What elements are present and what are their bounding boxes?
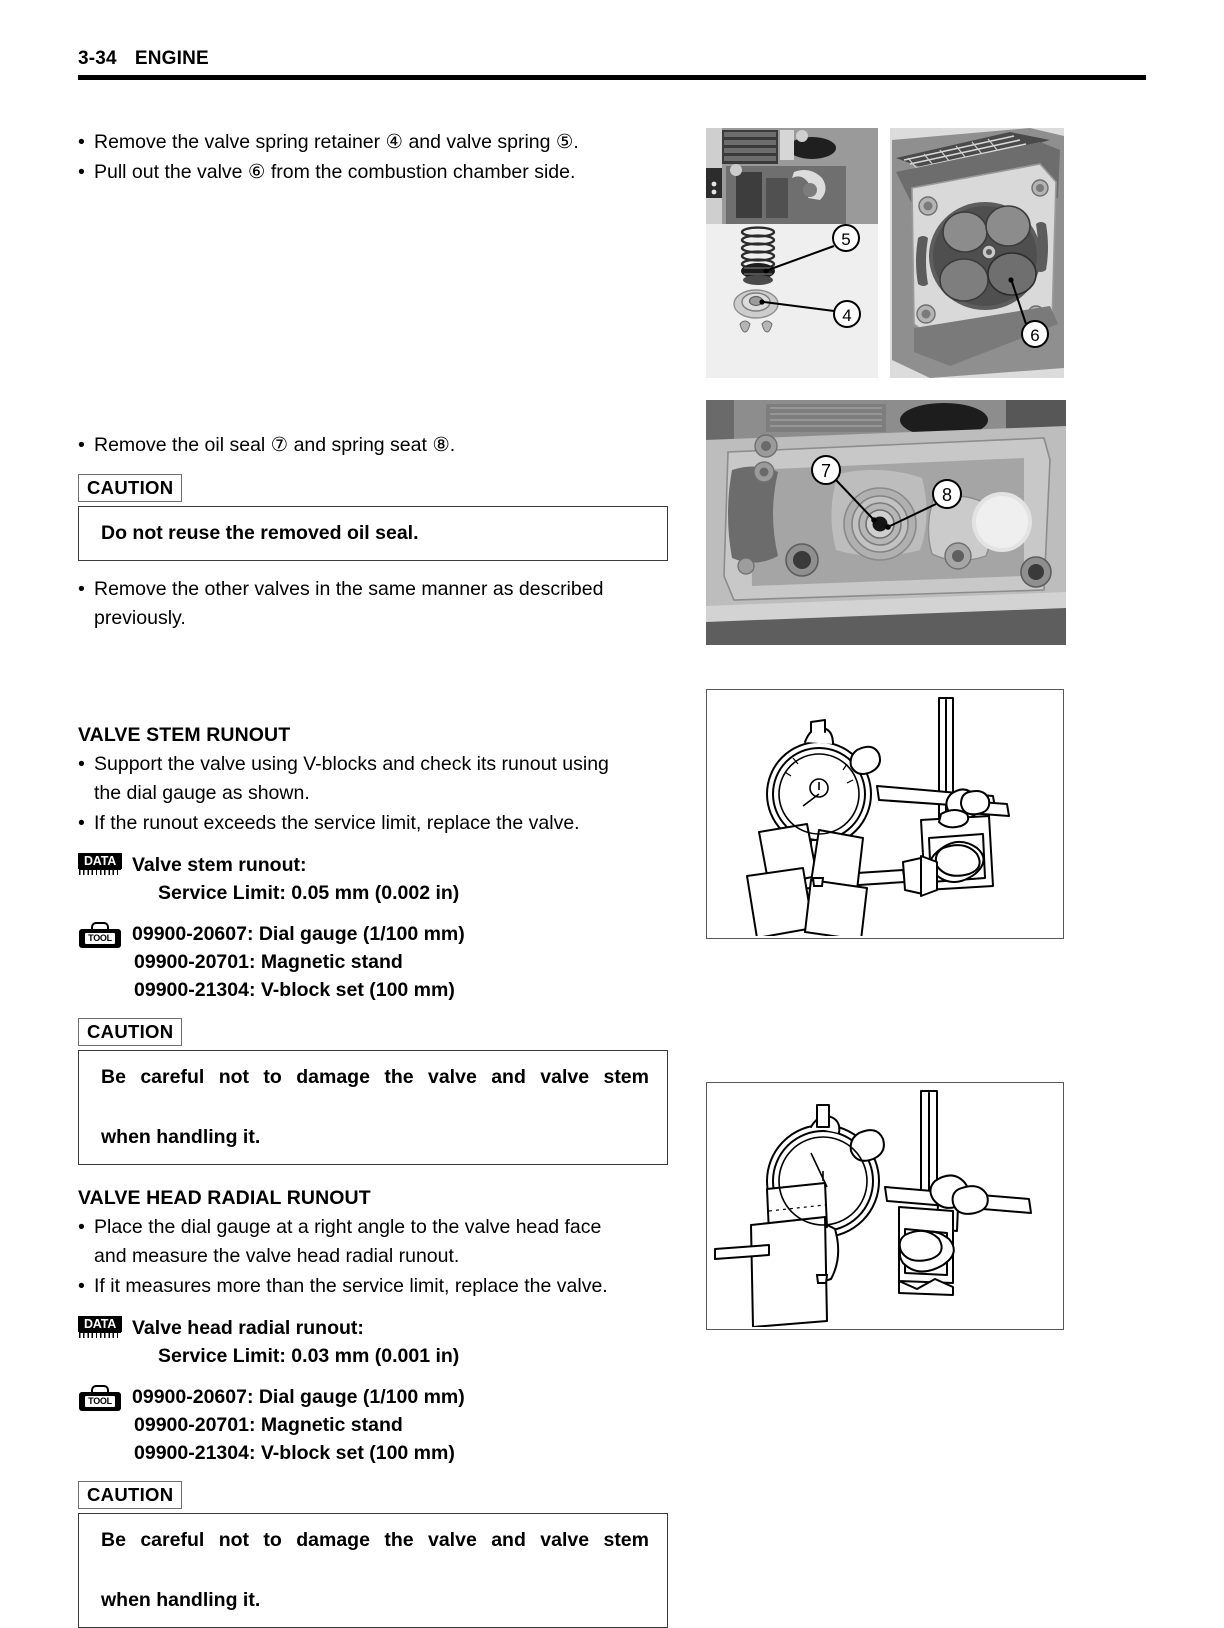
tool-icon-label: TOOL bbox=[88, 933, 112, 943]
data-icon-label: DATA bbox=[83, 854, 117, 868]
valve-spring-removal-graphic bbox=[706, 128, 878, 378]
tool-icon bbox=[78, 1383, 124, 1411]
bullet-line-2: previously. bbox=[94, 607, 186, 629]
data-spec-text bbox=[132, 851, 680, 907]
data-icon-ruler-ticks bbox=[79, 1331, 121, 1338]
data-icon bbox=[78, 1314, 124, 1338]
data-spec-title: Valve head radial runout: bbox=[132, 1317, 364, 1339]
caution-line: Be careful not to damage the valve and valve stem bbox=[101, 1529, 649, 1551]
bullet-line-2: the dial gauge as shown. bbox=[94, 782, 310, 804]
data-icon-glyph bbox=[78, 1316, 122, 1338]
caution-box bbox=[78, 506, 668, 561]
tool-item: 09900-20607: Dial gauge (1/100 mm) bbox=[132, 923, 465, 945]
bullet-line-1: Remove the other valves in the same manner as described bbox=[94, 578, 604, 600]
bullet-place-dial-gauge bbox=[78, 1213, 680, 1271]
oil-seal-spring-seat-graphic bbox=[706, 400, 1066, 645]
tool-spec-valve-head-radial-runout bbox=[78, 1383, 680, 1467]
figure-column bbox=[706, 128, 1074, 1330]
caution-box bbox=[78, 1050, 668, 1165]
callout-4: 4 bbox=[842, 306, 852, 325]
caution-line: Be careful not to damage the valve and valve stem bbox=[101, 1066, 649, 1088]
caution-line: when handling it. bbox=[101, 1126, 261, 1148]
bullet-remove-oil-seal bbox=[78, 431, 680, 460]
tool-item: 09900-21304: V-block set (100 mm) bbox=[134, 1442, 455, 1464]
tool-icon-glyph bbox=[78, 922, 122, 948]
oil-seal-spring-seat-photo bbox=[706, 400, 1066, 645]
spacer-a bbox=[78, 561, 680, 575]
bullet-line-1: Place the dial gauge at a right angle to the valve head face bbox=[94, 1216, 602, 1238]
caution-line: when handling it. bbox=[101, 1589, 261, 1611]
combustion-chamber-graphic bbox=[890, 128, 1064, 378]
valve-head-radial-runout-graphic bbox=[707, 1083, 1061, 1327]
bullet-text: Remove the valve spring retainer ④ and valve spring ⑤. bbox=[94, 131, 579, 153]
valve-stem-runout-drawing bbox=[706, 689, 1064, 939]
data-icon-label: DATA bbox=[83, 1317, 117, 1331]
page-header bbox=[78, 48, 1146, 80]
bullet-text bbox=[94, 575, 680, 633]
data-icon-ruler-ticks bbox=[79, 868, 121, 875]
bullet-measures-more-than-limit bbox=[78, 1272, 680, 1301]
header-row bbox=[78, 48, 1146, 70]
valve-stem-runout-graphic bbox=[707, 690, 1061, 936]
bullet-pull-out-valve bbox=[78, 158, 680, 187]
data-spec-title: Valve stem runout: bbox=[132, 854, 307, 876]
bullet-other-valves bbox=[78, 575, 680, 633]
bullet-remove-retainer bbox=[78, 128, 680, 157]
caution-label: CAUTION bbox=[78, 474, 182, 502]
bullet-text: Pull out the valve ⑥ from the combustion chamber side. bbox=[94, 161, 576, 183]
data-spec-value: Service Limit: 0.05 mm (0.002 in) bbox=[158, 882, 460, 904]
caution-label: CAUTION bbox=[78, 1481, 182, 1509]
bullet-line-1: Support the valve using V-blocks and check its runout using bbox=[94, 753, 609, 775]
bullet-text: If the runout exceeds the service limit, replace the valve. bbox=[94, 812, 580, 834]
tool-icon bbox=[78, 920, 124, 948]
bullet-dot: • bbox=[78, 434, 85, 456]
data-spec-valve-head-radial-runout bbox=[78, 1314, 680, 1370]
bullet-text bbox=[94, 1213, 680, 1271]
caution-block-valve-head bbox=[78, 1481, 680, 1628]
figure-spacer-2 bbox=[706, 645, 1074, 689]
bullet-runout-exceeds bbox=[78, 809, 680, 838]
text-column bbox=[78, 128, 680, 1628]
tool-spec-text bbox=[132, 1383, 680, 1467]
heading-valve-stem-runout: VALVE STEM RUNOUT bbox=[78, 724, 291, 746]
caution-box bbox=[78, 1513, 668, 1628]
tool-item: 09900-20607: Dial gauge (1/100 mm) bbox=[132, 1386, 465, 1408]
bullet-text: Remove the oil seal ⑦ and spring seat ⑧. bbox=[94, 434, 456, 456]
bullet-dot: • bbox=[78, 1275, 85, 1297]
figure-spacer-3 bbox=[706, 939, 1074, 1082]
bullet-dot: • bbox=[78, 812, 85, 834]
bullet-dot: • bbox=[78, 578, 85, 600]
valve-spring-removal-photo bbox=[706, 128, 878, 378]
bullet-support-valve bbox=[78, 750, 680, 808]
data-spec-text bbox=[132, 1314, 680, 1370]
tool-icon-glyph bbox=[78, 1385, 122, 1411]
header-divider bbox=[78, 75, 1146, 80]
spacer-top bbox=[78, 188, 680, 431]
data-spec-valve-stem-runout bbox=[78, 851, 680, 907]
data-icon bbox=[78, 851, 124, 875]
tool-spec-valve-stem-runout bbox=[78, 920, 680, 1004]
tool-spec-text bbox=[132, 920, 680, 1004]
caution-block-oil-seal bbox=[78, 474, 680, 561]
bullet-dot: • bbox=[78, 1216, 85, 1238]
data-icon-glyph bbox=[78, 853, 122, 875]
photo-pair-valve-removal bbox=[706, 128, 1074, 378]
combustion-chamber-photo bbox=[890, 128, 1064, 378]
caution-label: CAUTION bbox=[78, 1018, 182, 1046]
callout-5: 5 bbox=[841, 230, 851, 249]
callout-6: 6 bbox=[1030, 326, 1040, 345]
bullet-line-2: and measure the valve head radial runout. bbox=[94, 1245, 460, 1267]
bullet-text bbox=[94, 750, 680, 808]
tool-icon-label: TOOL bbox=[88, 1396, 112, 1406]
caution-line: Do not reuse the removed oil seal. bbox=[101, 522, 419, 544]
heading-valve-head-radial-runout: VALVE HEAD RADIAL RUNOUT bbox=[78, 1187, 371, 1209]
spacer-c bbox=[78, 1165, 680, 1185]
section-title: ENGINE bbox=[134, 48, 209, 69]
spacer-b bbox=[78, 634, 680, 722]
bullet-dot: • bbox=[78, 161, 85, 183]
caution-block-valve-stem bbox=[78, 1018, 680, 1165]
data-spec-value: Service Limit: 0.03 mm (0.001 in) bbox=[158, 1345, 460, 1367]
page-number: 3-34 bbox=[78, 48, 117, 69]
valve-head-radial-runout-drawing bbox=[706, 1082, 1064, 1330]
bullet-dot: • bbox=[78, 753, 85, 775]
bullet-text: If it measures more than the service limit, replace the valve. bbox=[94, 1275, 608, 1297]
figure-spacer-1 bbox=[706, 378, 1074, 400]
tool-item: 09900-20701: Magnetic stand bbox=[134, 1414, 403, 1436]
callout-8: 8 bbox=[941, 485, 953, 505]
bullet-dot: • bbox=[78, 131, 85, 153]
tool-item: 09900-21304: V-block set (100 mm) bbox=[134, 979, 455, 1001]
callout-7: 7 bbox=[820, 461, 832, 481]
tool-item: 09900-20701: Magnetic stand bbox=[134, 951, 403, 973]
